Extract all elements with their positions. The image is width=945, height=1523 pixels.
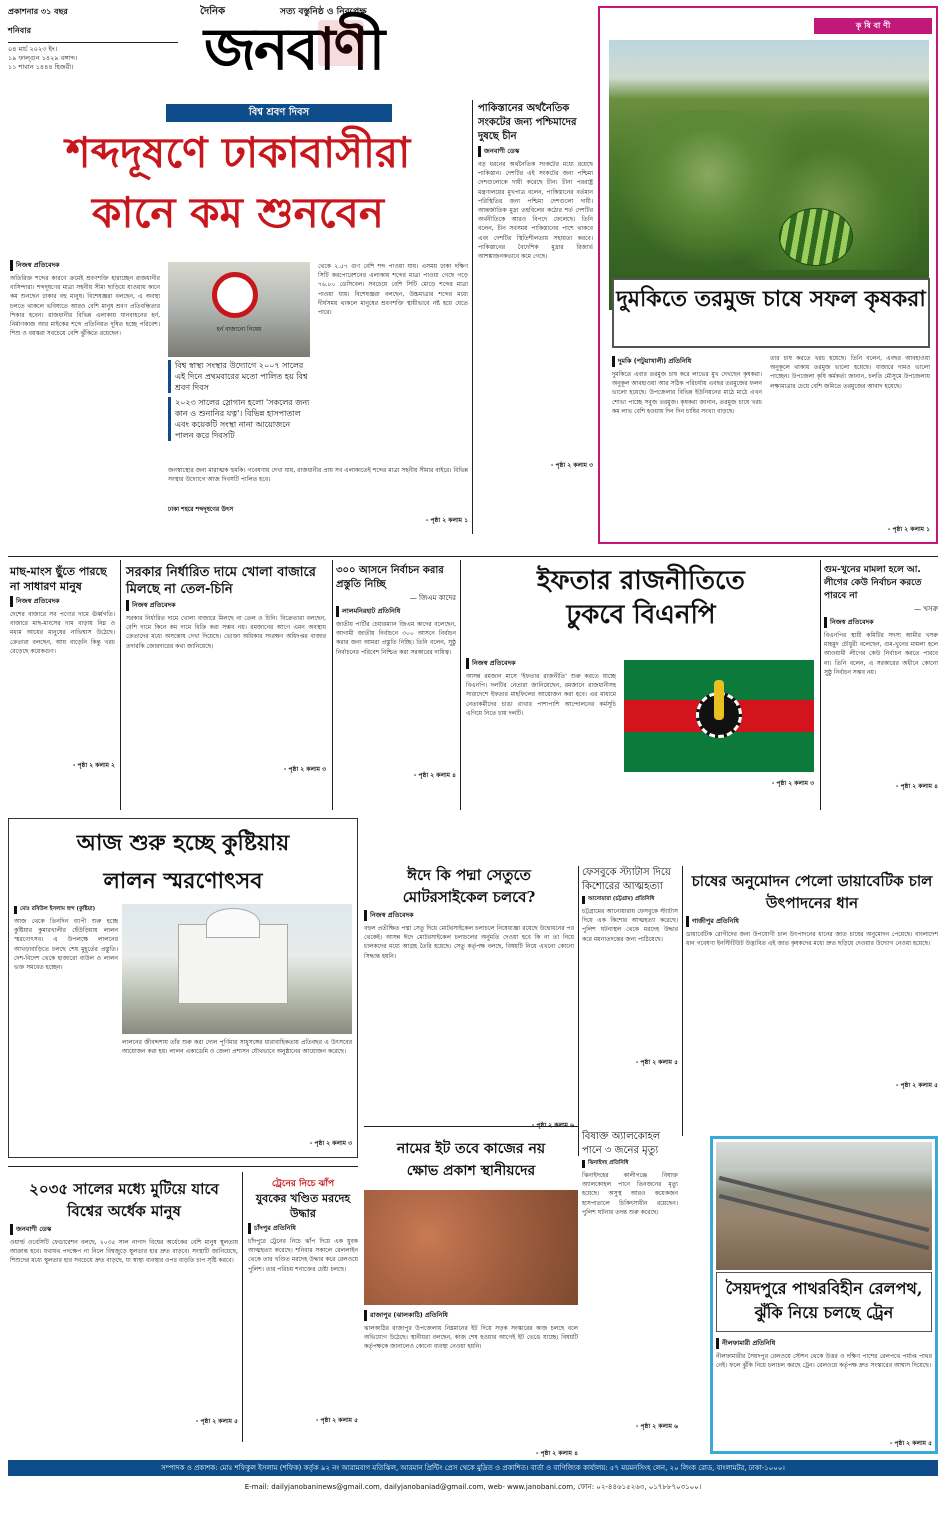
iftar-story — [466, 564, 816, 632]
padma-byline: নিজস্ব প্রতিবেদক — [364, 910, 574, 921]
lead-text-a: অতিরিক্ত শব্দের কারণে ক্রমেই শ্রবণশক্তি হারাচ্ছেন রাজধানীর বাসিন্দারা। শব্দদূষণের মাত্রা সহনীয় সীমা ছাড়িয়ে যাওয়ায় কানে কম শুনছেন ঢাকার বহু মানুষ। বিশেষজ্ঞরা বলছেন, এ অবস্থা চলতে থাকলে ভবিষ্যতে আরও বেশি মানুষ শ্রবণ প্রতিবন্ধিতার শিকার হবেন। রাজধানীর বিভিন্ন এলাকায় যানবাহনের হর্ন, নির্মাণকাজ আর মাইকের শব্দে প্রতিনিয়ত দূষিত হচ্ছে পরিবেশ। শিশু ও বয়স্করা সবচেয়ে বেশি ঝুঁকিতে রয়েছেন। — [10, 275, 160, 338]
murder-headline: গুম-খুনের মামলা হলে আ. লীগের কেউ নির্বাচন করতে পারবে না — [824, 565, 922, 601]
lalon-col-a — [14, 904, 118, 1087]
paddy-icon — [714, 680, 724, 720]
foliage-shape — [619, 110, 919, 270]
obesity-story — [10, 1178, 238, 1427]
alcohol-story — [582, 1130, 678, 1432]
pakistan-headline: পাকিস্তানের অর্থনৈতিক সংকটের জন্য পশ্চিমাদের দুষছে চীন — [478, 103, 577, 142]
train-text: চাঁদপুরে ট্রেনের নিচে ঝাঁপ দিয়ে এক যুবক আত্মহত্যা করেছে। শনিবার সকালে রেললাইন থেকে তার খণ্ডিত মরদেহ উদ্ধার করে রেলওয়ে পুলিশ। তার পরিচয় শনাক্তের চেষ্টা চলছে। — [248, 1238, 358, 1273]
syedpur-body — [716, 1336, 932, 1449]
facebook-cont: - পৃষ্ঠা ২ কলাম ৫ — [635, 1059, 678, 1066]
logo-accent — [318, 20, 364, 66]
divider — [472, 100, 473, 534]
lead-text-c: জনস্বাস্থ্যের জন্য মারাত্মক হুমকি। গবেষণায় দেখা যায়, রাজধানীর প্রায় সব এলাকাতেই শব্দের মাত্রা সহনীয় সীমার বাইরে। বিভিন্ন সংস্থার উদ্যোগে আজ দিবসটি পালিত হবে। — [168, 467, 468, 484]
iftar-headline-1: ইফতার রাজনীতিতে — [537, 566, 745, 596]
lead-photo-caption: ঢাকা শহরে শব্দদূষণের উৎস — [168, 506, 234, 513]
syedpur-headline-box — [716, 1272, 932, 1332]
obesity-headline: ২০৩৫ সালের মধ্যে মুটিয়ে যাবে বিশ্বের অর্ধেক মানুষ — [29, 1180, 219, 1220]
lead-kicker: বিশ্ব শ্রবণ দিবস — [166, 104, 392, 122]
krishi-headline: দুমকিতে তরমুজ চাষে সফল কৃষকরা — [616, 286, 926, 312]
traffic-photo — [168, 262, 310, 357]
lead-cont: - পৃষ্ঠা ২ কলাম ১ — [425, 517, 468, 524]
no-horn-text: হর্ন বাজানো নিষেধ — [216, 326, 262, 333]
divider — [820, 560, 821, 810]
pakistan-cont: - পৃষ্ঠা ২ কলাম ৩ — [550, 462, 593, 469]
iftar-byline: নিজস্ব প্রতিবেদক — [466, 658, 616, 669]
syedpur-text: নীলফামারীর সৈয়দপুর রেলওয়ে স্টেশন থেকে উত্তর ও দক্ষিণ পাশের রেলপথে পর্যাপ্ত পাথর নেই। ফলে ঝুঁকি নিয়ে চলাচল করছে ট্রেন। রেলওয়ে কর্তৃপক্ষ দ্রুত সংস্কারের আশ্বাস দিয়েছে। — [716, 1353, 932, 1370]
murder-quote-by: — খসরু — [914, 605, 938, 613]
lead-headline-2: কানে কম শুনবেন — [91, 188, 384, 237]
krishi-text-a: দুমকিতে এবার তরমুজ চাষ করে লাভের মুখ দেখছেন কৃষকরা। অনুকূল আবহাওয়া আর সঠিক পরিচর্যায় এবছর তরমুজের ফলন ভালো হয়েছে। উপজেলার বিভিন্ন ইউনিয়নের মাঠে মাঠে এখন শোভা পাচ্ছে সবুজ তরমুজ। কৃষকরা জানান, তরমুজ চাষে খরচ কম লাভ বেশি হওয়ায় দিন দিন চাষির সংখ্যা বাড়ছে। — [612, 371, 762, 415]
brick-caption: রাজাপুর (ঝালকাঠি) প্রতিনিধি — [364, 1310, 578, 1321]
pakistan-story — [478, 102, 593, 471]
lead-bullet-2: ২০২৩ সালের স্লোগান হলো 'সকলের জন্য কান ও শুনানির যত্ন'। বিভিন্ন হাসপাতাল এবং কয়েকটি সংস্থা নানা আয়োজনে পালন করে দিবসটি — [168, 397, 310, 441]
murder-cont: - পৃষ্ঠা ২ কলাম ৪ — [895, 783, 938, 790]
day-label: শনিবার — [8, 26, 31, 35]
watermelon-photo — [609, 40, 929, 310]
krishi-cont: - পৃষ্ঠা ২ কলাম ১ — [887, 526, 930, 533]
daily-label: দৈনিক — [200, 6, 226, 17]
divider — [120, 560, 121, 810]
divider — [8, 556, 938, 557]
brick-headline-1: নামের ইট তবে কাজের নয় — [396, 1141, 546, 1157]
date-greg: ০৪ মার্চ ২০২৩ ইং। — [8, 45, 58, 53]
edition-info — [8, 6, 178, 72]
murder-story — [824, 564, 938, 792]
iftar-cont: - পৃষ্ঠা ২ কলাম ৩ — [771, 780, 814, 787]
lalon-text-b: লালনের জীবদ্দশায় তাঁর শুরু করা দোল পূর্ণিমার সাধুসঙ্গের ধারাবাহিকতায় প্রতিবছর এ উৎসবের আয়োজন করা হয়। লালন একাডেমি ও জেলা প্রশাসন যৌথভাবে অনুষ্ঠানের আয়োজন করেছে। — [122, 1039, 352, 1056]
publication-year: প্রকাশনার ৩১ বছর — [8, 7, 68, 16]
krishi-col-a — [612, 354, 762, 540]
train-cont: - পৃষ্ঠা ২ কলাম ৫ — [315, 1417, 358, 1424]
lead-headline-1: শব্দদূষণে ঢাকাবাসীরা — [65, 128, 411, 177]
murder-text: বিএনপির স্থায়ী কমিটির সদস্য আমীর খসরু মাহমুদ চৌধুরী বলেছেন, গুম-খুনের মামলা হলে আওয়ামী লীগের কেউ নির্বাচন করতে পারবে না। তিনি বলেন, এ সরকারের অধীনে কোনো সুষ্ঠু নির্বাচন সম্ভব নয়। — [824, 632, 938, 676]
alcohol-headline: বিষাক্ত অ্যালকোহল পানে ৩ জনের মৃত্যু — [582, 1131, 661, 1156]
logo-text: জনবাণী — [204, 15, 384, 83]
masthead — [200, 4, 590, 84]
lalon-headline-1: আজ শুরু হচ্ছে কুষ্টিয়ায় — [76, 830, 290, 856]
meat-story — [10, 564, 115, 771]
lead-col-c — [168, 466, 468, 526]
lead-byline: নিজস্ব প্রতিবেদক — [10, 260, 160, 271]
seats-quote-by: — জিএম কাদের — [409, 594, 456, 602]
syedpur-headline: সৈয়দপুরে পাথরবিহীন রেলপথ, ঝুঁকি নিয়ে চলছে ট্রেন — [725, 1279, 923, 1322]
obesity-byline: জনবাণী ডেস্ক — [10, 1224, 238, 1235]
krishi-headline-box — [612, 278, 930, 348]
pakistan-text: বড় ধরনের অর্থনৈতিক সংকটের মধ্যে রয়েছে পাকিস্তান। দেশটির এই সংকটের জন্য পশ্চিমা দেশগুলোকে দায়ী করেছে চীন। চীনা পররাষ্ট্র মন্ত্রণালয়ের মুখপাত্র বলেন, পাকিস্তানের বর্তমান পরিস্থিতির জন্য পশ্চিমা দেশগুলো দায়ী। আন্তর্জাতিক মুদ্রা তহবিলের কঠোর শর্ত দেশটির অর্থনীতিকে আরও বিপদে ফেলেছে। তিনি বলেন, চীন সবসময় পাকিস্তানের পাশে থাকবে এবং দেশটির স্থিতিশীলতায় সহায়তা করবে। পাকিস্তানের বৈদেশিক মুদ্রার রিজার্ভ আশঙ্কাজনকভাবে কমে গেছে। — [478, 161, 593, 261]
brick-story — [364, 1138, 578, 1182]
syedpur-cont: - পৃষ্ঠা ২ কলাম ৫ — [889, 1440, 932, 1447]
seats-byline: লালমনিরহাট প্রতিনিধি — [336, 606, 456, 617]
oil-headline: সরকার নির্ধারিত দামে খোলা বাজারে মিলছে না তেল-চিনি — [126, 565, 316, 597]
padma-text: বহুল প্রতীক্ষিত পদ্মা সেতু দিয়ে মোটরসাইকেল চলাচলে নিষেধাজ্ঞা রয়েছে উদ্বোধনের পর থেকেই। আসন্ন ঈদে মোটরসাইকেল চলাচলের অনুমতি দেওয়া হবে কি না তা নিয়ে চালকদের মধ্যে আগ্রহ তৈরি হয়েছে। সেতু কর্তৃপক্ষ বলছে, বিষয়টি নিয়ে এখনো কোনো সিদ্ধান্ত হয়নি। — [364, 925, 574, 960]
seats-story — [336, 564, 456, 781]
seats-cont: - পৃষ্ঠা ২ কলাম ৪ — [413, 772, 456, 779]
train-kicker: ট্রেনের নিচে ঝাঁপ — [271, 1179, 335, 1189]
oil-story — [126, 564, 326, 775]
rice-story — [686, 870, 938, 1091]
obesity-text: ওয়ার্ল্ড ওবেসিটি ফেডারেশন বলছে, ২০৩৫ সাল নাগাদ বিশ্বের অর্ধেকের বেশি মানুষ স্থূলতায় আক্রান্ত হবে। যথাযথ পদক্ষেপ না নিলে বিশ্বজুড়ে স্থূলতার হার দ্রুত বাড়বে। সংস্থাটি জানিয়েছে, শিশুদের মধ্যে স্থূলতার হার সবচেয়ে দ্রুত বাড়ছে, যা স্বাস্থ্য ব্যবস্থার ওপর বাড়তি চাপ সৃষ্টি করবে। — [10, 1239, 238, 1265]
rice-text: ডায়াবেটিক রোগীদের জন্য উপযোগী চাল উৎপাদনের ধানের জাত চাষের অনুমোদন পেয়েছে। বাংলাদেশ ধান গবেষণা ইনস্টিটিউট উদ্ভাবিত এই জাত কৃষকদের মধ্যে দ্রুত ছড়িয়ে দেওয়ার উদ্যোগ নেওয়া হয়েছে। — [686, 931, 938, 948]
iftar-headline-2: ঢুকবে বিএনপি — [566, 600, 716, 630]
iftar-cont-wrap — [624, 778, 814, 789]
obesity-cont: - পৃষ্ঠা ২ কলাম ৫ — [195, 1418, 238, 1425]
lalon-headline-2: লালন স্মরণোৎসব — [103, 868, 263, 894]
iftar-col-a — [466, 656, 616, 812]
lalon-col-b — [122, 1038, 352, 1149]
lalon-text-a: আজ থেকে তিনদিন ব্যাপী শুরু হচ্ছে কুষ্টিয়ার কুমারখালীর ছেঁউড়িয়ায় লালন স্মরণোৎসব। এ উপলক্ষে লালনের আখড়াবাড়িতে চলছে শেষ মুহূর্তের প্রস্তুতি। দেশ-বিদেশ থেকে হাজারো বাউল ও লালন ভক্ত সমবেত হচ্ছেন। — [14, 918, 118, 972]
brick-headline-2: ক্ষোভ প্রকাশ স্থানীয়দের — [406, 1163, 536, 1179]
rice-cont: - পৃষ্ঠা ২ কলাম ৫ — [895, 1082, 938, 1089]
divider — [332, 560, 333, 810]
alcohol-text: ঝিনাইদহের কালীগঞ্জে বিষাক্ত অ্যালকোহল পানে তিনজনের মৃত্যু হয়েছে। অসুস্থ আরও কয়েকজন হাসপাতালে চিকিৎসাধীন রয়েছেন। পুলিশ ঘটনার তদন্ত শুরু করেছে। — [582, 1172, 678, 1216]
no-horn-sign — [212, 272, 258, 318]
meat-cont: - পৃষ্ঠা ২ কলাম ২ — [72, 762, 115, 769]
iftar-text: আসন্ন রমজান মাসে 'ইফতার রাজনীতি' শুরু করতে যাচ্ছে বিএনপি। দলটির নেতারা জানিয়েছেন, রমজানে রাজধানীসহ সারাদেশে ইফতার মাহফিলের আয়োজন করা হবে। এর মাধ্যমে নেতাকর্মীদের চাঙা রাখার পাশাপাশি আন্দোলনের কর্মসূচি এগিয়ে নিতে চায় দলটি। — [466, 673, 616, 717]
meat-byline: নিজস্ব প্রতিবেদক — [10, 596, 115, 607]
divider — [242, 1172, 243, 1442]
oil-text: সরকার নির্ধারিত দামে খোলা বাজারে মিলছে না তেল ও চিনি। বিক্রেতারা বলছেন, বেশি দামে কিনে কম দামে বিক্রি করা সম্ভব নয়। রমজানের আগে এমন অবস্থায় ক্রেতাদের মধ্যে অসন্তোষ দেখা দিয়েছে। ভোক্তা অধিকার সংরক্ষণ অধিদপ্তর বাজার তদারকি জোরদারের কথা জানিয়েছে। — [126, 615, 326, 650]
shrine-dome — [206, 908, 260, 938]
meat-text: দেশের বাজারে সব পণ্যের দামে ঊর্ধ্বগতি। বাজারে মাছ-মাংসের দাম বাড়ায় নিম্ন ও মধ্যম আয়ের মানুষের নাভিশ্বাস উঠেছে। ক্রেতারা বলছেন, আয় বাড়েনি কিন্তু খরচ বেড়েছে কয়েকগুণ। — [10, 611, 115, 655]
divider — [364, 1126, 578, 1127]
lalon-shrine-photo — [122, 904, 352, 1034]
facebook-story — [582, 866, 678, 1068]
krishi-tag: কৃ ষি বা ণী — [814, 18, 932, 34]
watermelon-fruit — [779, 208, 853, 266]
lead-text-b: থেকে ২.৫৭ গুণ বেশি শব্দ পাওয়া যায়। এসময় ঢাকা দক্ষিণ সিটি করপোরেশনের এলাকায় শব্দের মাত্রা পাওয়া গেছে গড়ে ৭৬.৮০ ডেসিবেল। সবচেয়ে বেশি সিটি মোড়ে শব্দের মাত্রা পাওয়া যায়। বিশেষজ্ঞরা বলছেন, উচ্চমাত্রার শব্দের মধ্যে দীর্ঘসময় থাকলে মানুষের শ্রবণশক্তি স্থায়ীভাবে নষ্ট হয়ে যেতে পারে। — [318, 263, 468, 317]
lalon-byline: মোঃ রবিউল ইসলাম ছন্দ (কুষ্টিয়া) — [14, 906, 118, 914]
date-hijri: ১১ শাবান ১৪৪৪ হিজরী। — [8, 63, 74, 71]
rice-byline: গাজীপুর প্রতিনিধি — [686, 916, 938, 927]
alcohol-cont: - পৃষ্ঠা ২ কলাম ৬ — [635, 1423, 678, 1430]
oil-byline: নিজস্ব প্রতিবেদক — [126, 600, 326, 611]
brick-text: ঝালকাঠির রাজাপুর উপজেলায় নিম্নমানের ইট দিয়ে সড়ক সংস্কারের কাজ চলছে বলে অভিযোগ উঠেছে। স্থানীয়রা বলছেন, কাজ শেষ হওয়ার আগেই ইট ভেঙে যাচ্ছে। বিষয়টি কর্তৃপক্ষকে জানালেও কোনো ব্যবস্থা নেওয়া হয়নি। — [364, 1325, 578, 1351]
padma-story — [364, 864, 574, 1131]
oil-cont: - পৃষ্ঠা ২ কলাম ৩ — [283, 766, 326, 773]
bnp-flag — [624, 660, 814, 772]
brick-body — [364, 1308, 578, 1459]
facebook-headline: ফেসবুকে স্ট্যাটাস দিয়ে কিশোরের আত্মহত্যা — [582, 867, 671, 892]
lalon-cont: - পৃষ্ঠা ২ কলাম ৩ — [309, 1140, 352, 1147]
seats-headline: ৩০০ আসনে নির্বাচন করার প্রস্তুতি নিচ্ছি — [336, 565, 444, 590]
krishi-text-b: তার চাষ করতে খরচ হয়েছে। তিনি বলেন, এবছর আবহাওয়া অনুকূলে থাকায় তরমুজ ভালো হয়েছে। বাজারে দামও ভালো পাচ্ছেন। উপজেলা কৃষি কর্মকর্তা জানান, চলতি মৌসুমে উপজেলায় লক্ষ্যমাত্রার চেয়ে বেশি জমিতে তরমুজের আবাদ হয়েছে। — [770, 355, 930, 390]
krishi-col-b — [770, 354, 930, 535]
divider — [8, 1166, 358, 1167]
train-headline: যুবকের খণ্ডিত মরদেহ উদ্ধার — [255, 1192, 351, 1220]
lead-col-a — [10, 258, 160, 536]
date-bangla: ১৯ ফাল্গুন ১৪২৯ বঙ্গাব্দ। — [8, 54, 78, 62]
pakistan-byline: জনবাণী ডেস্ক — [478, 146, 593, 157]
syedpur-byline: নীলফামারী প্রতিনিধি — [716, 1338, 932, 1349]
krishi-byline: দুমকি (পটুয়াখালী) প্রতিনিধি — [612, 356, 762, 367]
murder-byline: নিজস্ব প্রতিবেদক — [824, 617, 938, 628]
brick-cont: - পৃষ্ঠা ২ কলাম ৪ — [535, 1450, 578, 1457]
alcohol-byline: ঝিনাইদহ প্রতিনিধি — [582, 1160, 678, 1168]
divider — [578, 866, 579, 1156]
padma-headline: ঈদে কি পদ্মা সেতুতে মোটরসাইকেল চলবে? — [402, 866, 536, 906]
divider — [682, 866, 683, 1136]
railway-photo — [716, 1142, 932, 1270]
footer-contact: E-mail: dailyjanobaninews@gmail.com, dailyjanobaniad@gmail.com, web- www.janobani.com, ফোন: ০২-৪৪৬১৫২৬৩, ০১৭৮৮৭০৩১০০। — [244, 1483, 702, 1491]
facebook-text: চট্টগ্রামের আনোয়ারায় ফেসবুকে স্ট্যাটাস দিয়ে এক কিশোর আত্মহত্যা করেছে। পুলিশ ঘটনাস্থল থেকে মরদেহ উদ্ধার করে ময়নাতদন্তের জন্য পাঠিয়েছে। — [582, 908, 678, 943]
rice-headline: চাষের অনুমোদন পেলো ডায়াবেটিক চাল উৎপাদনের ধান — [691, 872, 933, 912]
seats-text: জাতীয় পার্টির চেয়ারম্যান জিএম কাদের বলেছেন, আগামী জাতীয় নির্বাচনে ৩০০ আসনে নির্বাচন করার জন্য আমরা প্রস্তুতি নিচ্ছি। তিনি বলেন, সুষ্ঠু নির্বাচনের পরিবেশ নিশ্চিত করা সরকারের দায়িত্ব। — [336, 621, 456, 656]
meat-headline: মাছ-মাংস ছুঁতে পারছে না সাধারণ মানুষ — [10, 565, 107, 593]
lead-bullet-1: বিশ্ব স্বাস্থ্য সংস্থার উদ্যোগে ২০০৭ সালের এই দিনে প্রথমবারের মতো পালিত হয় বিশ্ব শ্রবণ দিবস — [168, 360, 310, 393]
train-byline: চাঁদপুর প্রতিনিধি — [248, 1223, 358, 1234]
facebook-byline: আনোয়ারা (চট্টগ্রাম) প্রতিনিধি — [582, 896, 678, 904]
train-story — [248, 1176, 358, 1426]
footer-publisher: সম্পাদক ও প্রকাশক: মোঃ শফিকুল ইসলাম (শফিক) কর্তৃক ৯২ নং আরামবাগ মতিঝিল, আরমান প্রিন্টিং প্রেস থেকে মুদ্রিত ও প্রকাশিত। বার্তা ও বাণিজ্যিক কার্যালয়: ৫৭ ময়মনসিংহ লেন, ২০ লিংক রোড, বাংলামটর, ঢাকা-১০০০। — [8, 1460, 938, 1476]
divider — [460, 560, 461, 810]
lead-bullets — [168, 360, 310, 441]
slogan: সত্য বস্তুনিষ্ঠ ও নিরপেক্ষ — [280, 7, 367, 17]
brick-photo — [364, 1190, 578, 1305]
